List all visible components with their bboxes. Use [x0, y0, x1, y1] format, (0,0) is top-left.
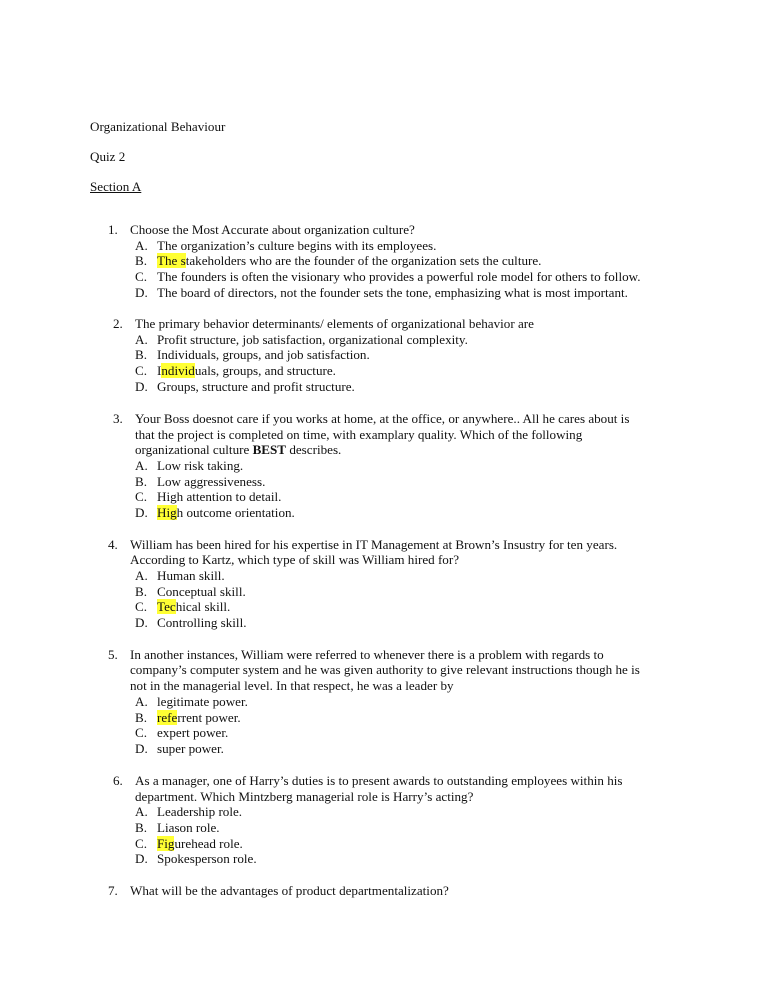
option-letter: D. — [135, 285, 148, 300]
option-text: The organization’s culture begins with its employees. — [157, 238, 437, 253]
option-letter: C. — [135, 489, 148, 504]
option-letter: D. — [135, 741, 148, 756]
option-letter: A. — [135, 694, 148, 709]
option-letter: B. — [135, 710, 148, 725]
option-letter: B. — [135, 474, 148, 489]
question-number: 3. — [113, 411, 123, 426]
highlighted-text: Hig — [157, 505, 177, 520]
question-text-line-2: that the project is completed on time, with examplary quality. Which of the following — [135, 427, 583, 442]
option-text: super power. — [157, 741, 224, 756]
option-text: Controlling skill. — [157, 615, 247, 630]
option-letter: C. — [135, 599, 148, 614]
option-text: High attention to detail. — [157, 489, 282, 504]
question-number: 5. — [108, 647, 118, 662]
quiz-title: Quiz 2 — [90, 149, 126, 164]
option-text: Leadership role. — [157, 804, 243, 819]
highlighted-text: Tec — [157, 599, 176, 614]
question-text: Choose the Most Accurate about organization culture? — [130, 222, 415, 237]
question-text-line-2: According to Kartz, which type of skill was William hired for? — [130, 552, 460, 567]
option-text: Low aggressiveness. — [157, 474, 266, 489]
option-letter: D. — [135, 505, 148, 520]
option-letter: C. — [135, 725, 148, 740]
option-letter: B. — [135, 584, 148, 599]
option-text: referrent power. — [157, 710, 241, 725]
option-letter: D. — [135, 615, 148, 630]
option-letter: A. — [135, 804, 148, 819]
course-title: Organizational Behaviour — [90, 119, 226, 134]
question-number: 4. — [108, 537, 118, 552]
question-number: 1. — [108, 222, 118, 237]
question-text: What will be the advantages of product departmentalization? — [130, 883, 449, 898]
question-number: 2. — [113, 316, 123, 331]
option-text: Individuals, groups, and job satisfaction. — [157, 347, 370, 362]
option-text: Figurehead role. — [157, 836, 243, 851]
option-text: legitimate power. — [157, 694, 248, 709]
question-number: 7. — [108, 883, 118, 898]
option-text: Individuals, groups, and structure. — [157, 363, 336, 378]
question-text-line-3: not in the managerial level. In that respect, he was a leader by — [130, 678, 454, 693]
question-text-line-2: company’s computer system and he was given authority to give relevant instructions though he is — [130, 662, 640, 677]
option-text: expert power. — [157, 725, 229, 740]
option-text: The founders is often the visionary who provides a powerful role model for others to follow. — [157, 269, 641, 284]
highlighted-text: Fig — [157, 836, 175, 851]
option-text: Low risk taking. — [157, 458, 244, 473]
option-letter: C. — [135, 836, 148, 851]
highlighted-text: refe — [157, 710, 178, 725]
emphasis-text: BEST — [252, 442, 287, 457]
option-letter: A. — [135, 568, 148, 583]
section-title: Section A — [90, 179, 142, 194]
question-text: The primary behavior determinants/ elements of organizational behavior are — [135, 316, 534, 331]
option-letter: A. — [135, 458, 148, 473]
option-letter: A. — [135, 332, 148, 347]
question-text-line-2: department. Which Mintzberg managerial role is Harry’s acting? — [135, 789, 474, 804]
question-text-line-1: In another instances, William were referred to whenever there is a problem with regards to — [130, 647, 604, 662]
option-letter: C. — [135, 269, 148, 284]
option-text: Conceptual skill. — [157, 584, 246, 599]
option-text: Spokesperson role. — [157, 851, 257, 866]
option-letter: D. — [135, 851, 148, 866]
question-text-line-1: William has been hired for his expertise in IT Management at Brown’s Insustry for ten years. — [130, 537, 618, 552]
option-text: High outcome orientation. — [157, 505, 295, 520]
option-letter: B. — [135, 253, 148, 268]
highlighted-text: The s — [157, 253, 186, 268]
question-number: 6. — [113, 773, 123, 788]
question-text-line-1: Your Boss doesnot care if you works at home, at the office, or anywhere.. All he cares about is — [135, 411, 630, 426]
option-text: The board of directors, not the founder sets the tone, emphasizing what is most important. — [157, 285, 628, 300]
option-letter: A. — [135, 238, 148, 253]
option-text: Profit structure, job satisfaction, organizational complexity. — [157, 332, 468, 347]
option-text: Techical skill. — [157, 599, 231, 614]
option-letter: B. — [135, 347, 148, 362]
option-text: Groups, structure and profit structure. — [157, 379, 355, 394]
option-letter: D. — [135, 379, 148, 394]
option-letter: C. — [135, 363, 148, 378]
option-text: Liason role. — [157, 820, 220, 835]
option-text: The stakeholders who are the founder of the organization sets the culture. — [157, 253, 542, 268]
highlighted-text: ndivid — [161, 363, 195, 378]
option-text: Human skill. — [157, 568, 225, 583]
option-letter: B. — [135, 820, 148, 835]
question-text-line-3: organizational culture BEST describes. — [135, 442, 342, 457]
question-text-line-1: As a manager, one of Harry’s duties is to present awards to outstanding employees within his — [135, 773, 623, 788]
